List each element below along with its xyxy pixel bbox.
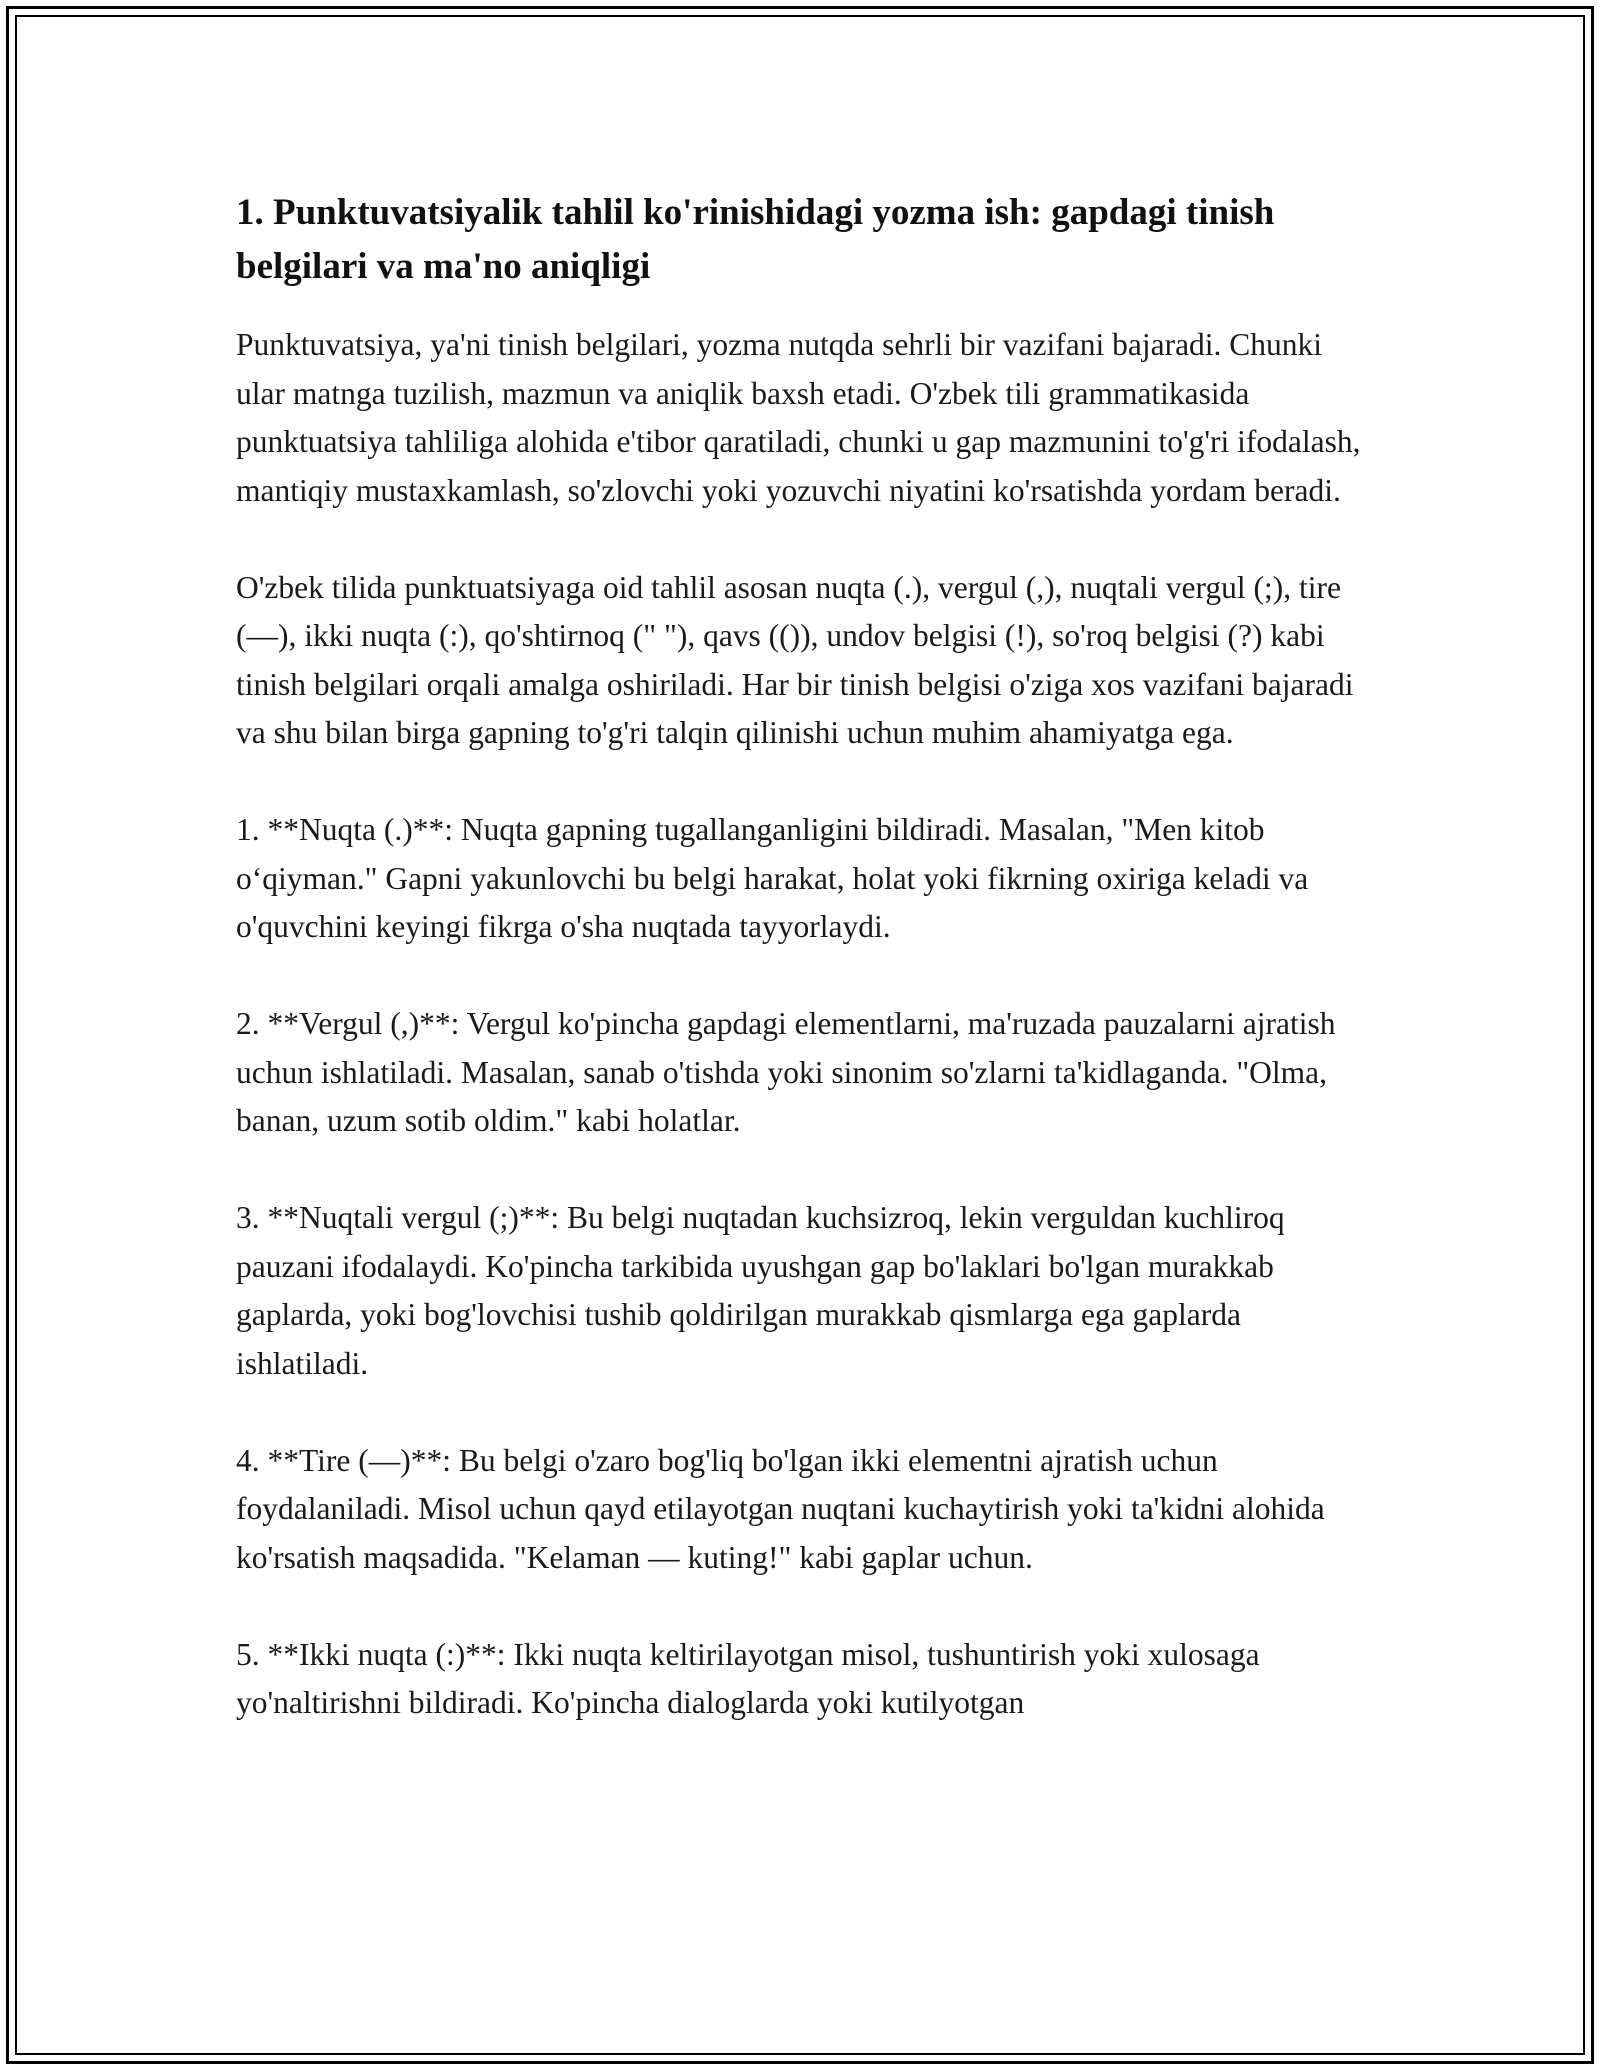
- paragraph-ikki-nuqta: 5. **Ikki nuqta (:)**: Ikki nuqta keltirilayotgan misol, tushuntirish yoki xulosaga yo'naltirishni bildiradi. Ko'pincha dialoglarda yoki kutilyotgan: [236, 1636, 1260, 1720]
- paragraph-nuqtali-vergul: 3. **Nuqtali vergul (;)**: Bu belgi nuqtadan kuchsizroq, lekin verguldan kuchliroq pauzani ifodalaydi. Ko'pincha tarkibida uyushgan gap bo'laklari bo'lgan murakkab gaplarda, yoki bog'lovchisi tushib qoldirilgan murakkab qismlarga ega gaplarda ishlatiladi.: [236, 1200, 1285, 1381]
- paragraph-nuqta: 1. **Nuqta (.)**: Nuqta gapning tugallanganligini bildiradi. Masalan, "Men kitob o‘qiyman." Gapni yakunlovchi bu belgi harakat, holat yoki fikrning oxiriga keladi va o'quvchini keyingi fikrga o'sha nuqtada tayyorlaydi.: [236, 812, 1309, 944]
- paragraph-overview: O'zbek tilida punktuatsiyaga oid tahlil asosan nuqta (.), vergul (,), nuqtali vergul (;), tire (—), ikki nuqta (:), qo'shtirnoq (" "), qavs (()), undov belgisi (!), so'roq belgisi (?) kabi tinish belgilari orqali amalga oshiriladi. Har bir tinish belgisi o'ziga xos vazifani bajaradi va shu bilan birga gapning to'g'ri talqin qilinishi uchun muhim ahamiyatga ega.: [236, 569, 1354, 750]
- document-body: [236, 186, 1376, 1776]
- document-title: 1. Punktuvatsiyalik tahlil ko'rinishidagi yozma ish: gapdagi tinish belgilari va ma'no aniqligi: [236, 192, 1275, 287]
- paragraph-tire: 4. **Tire (—)**: Bu belgi o'zaro bog'liq bo'lgan ikki elementni ajratish uchun foydalaniladi. Misol uchun qayd etilayotgan nuqtani kuchaytirish yoki ta'kidni alohida ko'rsatish maqsadida. "Kelaman — kuting!" kabi gaplar uchun.: [236, 1442, 1325, 1575]
- paragraph-intro: Punktuvatsiya, ya'ni tinish belgilari, yozma nutqda sehrli bir vazifani bajaradi. Chunki ular matnga tuzilish, mazmun va aniqlik baxsh etadi. O'zbek tili grammatikasida punktuatsiya tahliliga alohida e'tibor qaratiladi, chunki u gap mazmunini to'g'ri ifodalash, mantiqiy mustaxkamlash, so'zlovchi yoki yozuvchi niyatini ko'rsatishda yordam beradi.: [236, 327, 1361, 508]
- paragraph-vergul: 2. **Vergul (,)**: Vergul ko'pincha gapdagi elementlarni, ma'ruzada pauzalarni ajratish uchun ishlatiladi. Masalan, sanab o'tishda yoki sinonim so'zlarni ta'kidlaganda. "Olma, banan, uzum sotib oldim." kabi holatlar.: [236, 1006, 1336, 1138]
